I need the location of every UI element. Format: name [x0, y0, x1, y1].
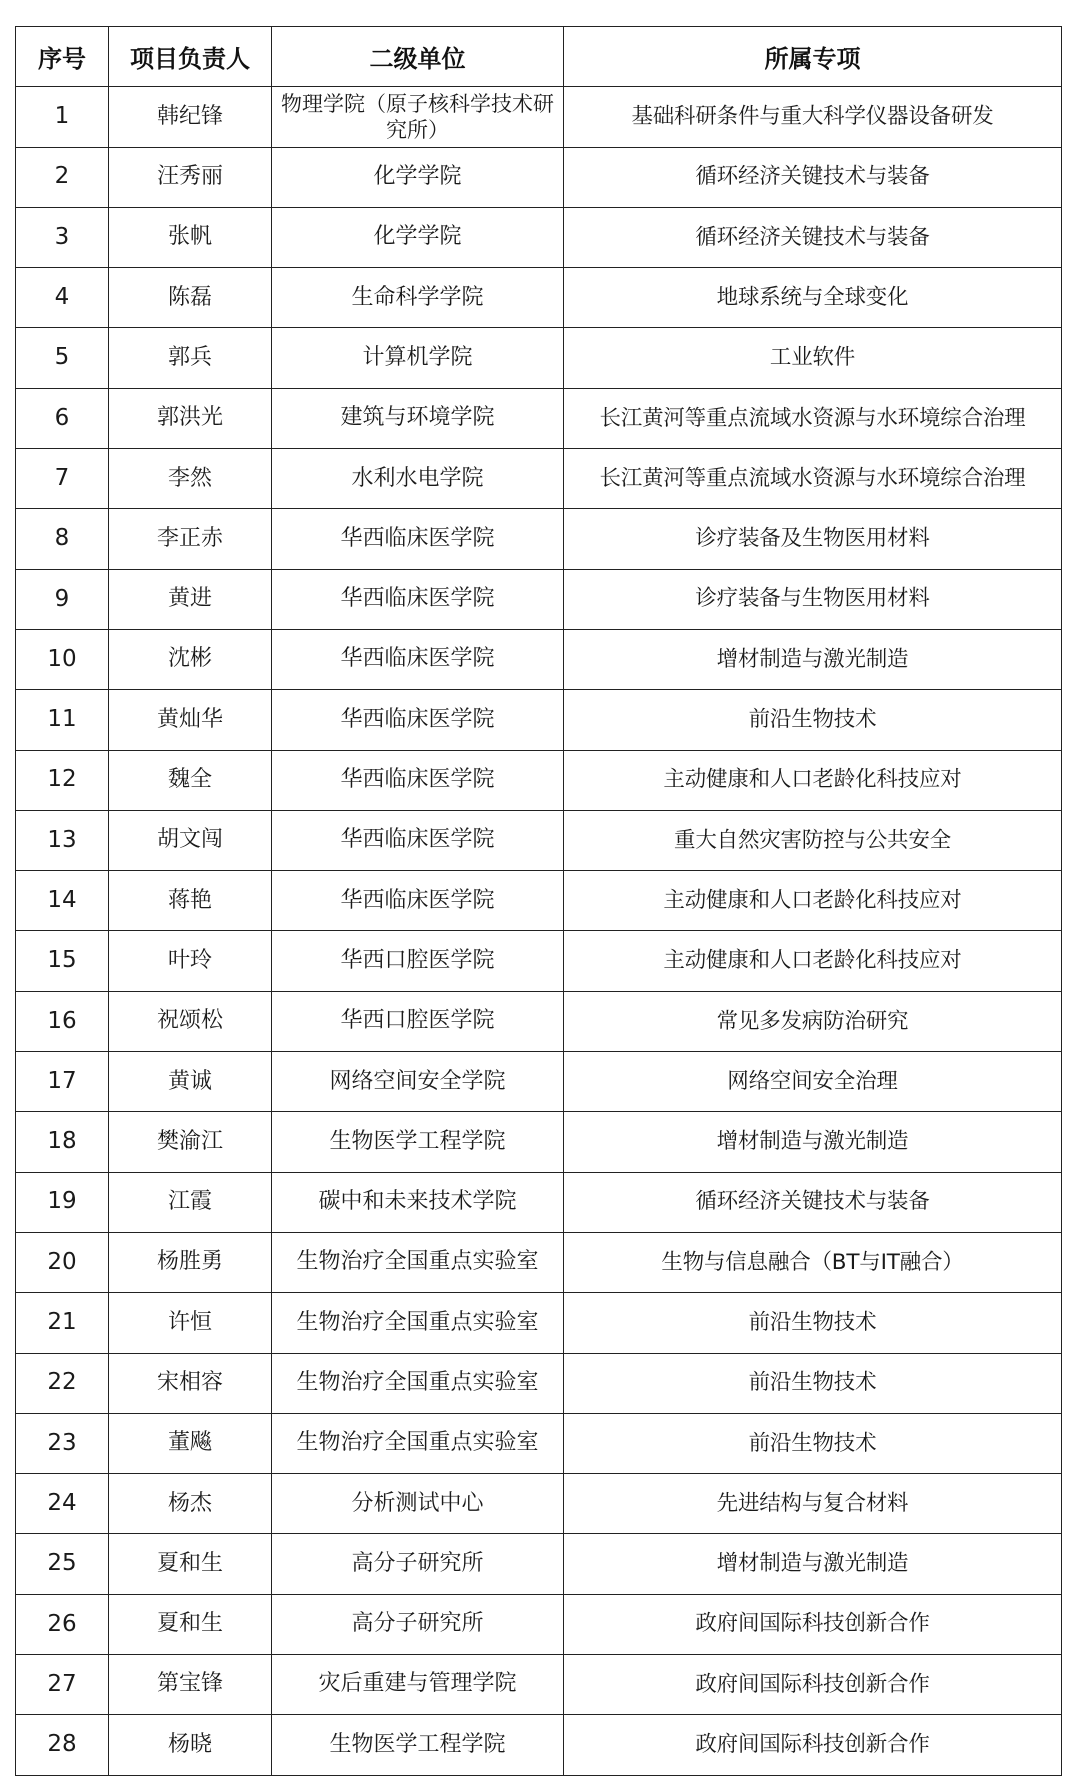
- program-cell: 诊疗装备与生物医用材料: [564, 569, 1062, 629]
- project-leader-cell: 郭兵: [109, 328, 272, 388]
- table-row: [16, 1715, 1062, 1775]
- project-table-container: [15, 26, 1061, 1776]
- row-index-cell: 13: [16, 810, 109, 870]
- table-row: [16, 268, 1062, 328]
- department-cell: 物理学院（原子核科学技术研究所）: [272, 87, 564, 147]
- program-cell: 主动健康和人口老龄化科技应对: [564, 871, 1062, 931]
- department-cell: 生物治疗全国重点实验室: [272, 1413, 564, 1473]
- project-leader-cell: 李正赤: [109, 509, 272, 569]
- row-index-cell: 2: [16, 147, 109, 207]
- row-index-cell: 11: [16, 690, 109, 750]
- row-index-cell: 28: [16, 1715, 109, 1775]
- department-cell: 水利水电学院: [272, 449, 564, 509]
- program-cell: 长江黄河等重点流域水资源与水环境综合治理: [564, 388, 1062, 448]
- table-body: [16, 87, 1062, 1775]
- table-row: [16, 750, 1062, 810]
- row-index-cell: 19: [16, 1172, 109, 1232]
- table-row: [16, 1474, 1062, 1534]
- row-index-cell: 7: [16, 449, 109, 509]
- program-cell: 循环经济关键技术与装备: [564, 147, 1062, 207]
- row-index-cell: 25: [16, 1534, 109, 1594]
- row-index-cell: 26: [16, 1594, 109, 1654]
- row-index-cell: 15: [16, 931, 109, 991]
- header-index: 序号: [16, 27, 109, 87]
- project-leader-cell: 汪秀丽: [109, 147, 272, 207]
- table-row: [16, 1172, 1062, 1232]
- department-cell: 华西临床医学院: [272, 750, 564, 810]
- row-index-cell: 8: [16, 509, 109, 569]
- program-cell: 基础科研条件与重大科学仪器设备研发: [564, 87, 1062, 147]
- row-index-cell: 6: [16, 388, 109, 448]
- project-leader-cell: 杨胜勇: [109, 1232, 272, 1292]
- table-row: [16, 810, 1062, 870]
- table-header-row: [16, 27, 1062, 87]
- row-index-cell: 4: [16, 268, 109, 328]
- row-index-cell: 24: [16, 1474, 109, 1534]
- table-row: [16, 509, 1062, 569]
- department-cell: 分析测试中心: [272, 1474, 564, 1534]
- project-leader-cell: 许恒: [109, 1293, 272, 1353]
- department-cell: 华西临床医学院: [272, 629, 564, 689]
- project-leader-cell: 宋相容: [109, 1353, 272, 1413]
- program-cell: 政府间国际科技创新合作: [564, 1715, 1062, 1775]
- row-index-cell: 1: [16, 87, 109, 147]
- row-index-cell: 22: [16, 1353, 109, 1413]
- program-cell: 常见多发病防治研究: [564, 991, 1062, 1051]
- program-cell: 政府间国际科技创新合作: [564, 1655, 1062, 1715]
- table-row: [16, 1413, 1062, 1473]
- project-leader-cell: 第宝锋: [109, 1655, 272, 1715]
- table-row: [16, 931, 1062, 991]
- project-leader-cell: 江霞: [109, 1172, 272, 1232]
- project-leader-cell: 祝颂松: [109, 991, 272, 1051]
- header-program: 所属专项: [564, 27, 1062, 87]
- project-leader-cell: 黄诚: [109, 1052, 272, 1112]
- department-cell: 华西临床医学院: [272, 509, 564, 569]
- project-leader-cell: 夏和生: [109, 1534, 272, 1594]
- program-cell: 网络空间安全治理: [564, 1052, 1062, 1112]
- program-cell: 主动健康和人口老龄化科技应对: [564, 750, 1062, 810]
- table-row: [16, 388, 1062, 448]
- program-cell: 诊疗装备及生物医用材料: [564, 509, 1062, 569]
- project-leader-cell: 郭洪光: [109, 388, 272, 448]
- department-cell: 生命科学学院: [272, 268, 564, 328]
- project-leader-cell: 夏和生: [109, 1594, 272, 1654]
- department-cell: 灾后重建与管理学院: [272, 1655, 564, 1715]
- row-index-cell: 20: [16, 1232, 109, 1292]
- table-row: [16, 1655, 1062, 1715]
- row-index-cell: 23: [16, 1413, 109, 1473]
- department-cell: 化学学院: [272, 207, 564, 267]
- row-index-cell: 18: [16, 1112, 109, 1172]
- row-index-cell: 9: [16, 569, 109, 629]
- department-cell: 高分子研究所: [272, 1534, 564, 1594]
- department-cell: 华西临床医学院: [272, 810, 564, 870]
- program-cell: 地球系统与全球变化: [564, 268, 1062, 328]
- program-cell: 循环经济关键技术与装备: [564, 1172, 1062, 1232]
- table-row: [16, 1353, 1062, 1413]
- program-cell: 主动健康和人口老龄化科技应对: [564, 931, 1062, 991]
- department-cell: 高分子研究所: [272, 1594, 564, 1654]
- table-row: [16, 871, 1062, 931]
- project-leader-cell: 李然: [109, 449, 272, 509]
- table-row: [16, 629, 1062, 689]
- row-index-cell: 16: [16, 991, 109, 1051]
- program-cell: 重大自然灾害防控与公共安全: [564, 810, 1062, 870]
- table-row: [16, 690, 1062, 750]
- table-row: [16, 328, 1062, 388]
- row-index-cell: 3: [16, 207, 109, 267]
- table-row: [16, 147, 1062, 207]
- project-leader-cell: 魏全: [109, 750, 272, 810]
- table-row: [16, 1232, 1062, 1292]
- row-index-cell: 10: [16, 629, 109, 689]
- row-index-cell: 12: [16, 750, 109, 810]
- department-cell: 生物医学工程学院: [272, 1112, 564, 1172]
- project-leader-cell: 杨杰: [109, 1474, 272, 1534]
- department-cell: 生物治疗全国重点实验室: [272, 1293, 564, 1353]
- program-cell: 前沿生物技术: [564, 1293, 1062, 1353]
- project-leader-cell: 蒋艳: [109, 871, 272, 931]
- program-cell: 前沿生物技术: [564, 1353, 1062, 1413]
- row-index-cell: 5: [16, 328, 109, 388]
- program-cell: 前沿生物技术: [564, 1413, 1062, 1473]
- department-cell: 生物治疗全国重点实验室: [272, 1353, 564, 1413]
- department-cell: 化学学院: [272, 147, 564, 207]
- program-cell: 工业软件: [564, 328, 1062, 388]
- table-row: [16, 1052, 1062, 1112]
- project-leader-cell: 韩纪锋: [109, 87, 272, 147]
- department-cell: 华西临床医学院: [272, 871, 564, 931]
- department-cell: 网络空间安全学院: [272, 1052, 564, 1112]
- table-row: [16, 449, 1062, 509]
- program-cell: 增材制造与激光制造: [564, 629, 1062, 689]
- department-cell: 华西临床医学院: [272, 690, 564, 750]
- row-index-cell: 14: [16, 871, 109, 931]
- row-index-cell: 17: [16, 1052, 109, 1112]
- project-leader-cell: 樊渝江: [109, 1112, 272, 1172]
- table-row: [16, 991, 1062, 1051]
- project-leader-cell: 沈彬: [109, 629, 272, 689]
- department-cell: 华西临床医学院: [272, 569, 564, 629]
- project-leader-cell: 叶玲: [109, 931, 272, 991]
- department-cell: 生物医学工程学院: [272, 1715, 564, 1775]
- header-department: 二级单位: [272, 27, 564, 87]
- project-leader-cell: 董飚: [109, 1413, 272, 1473]
- table-row: [16, 1112, 1062, 1172]
- program-cell: 长江黄河等重点流域水资源与水环境综合治理: [564, 449, 1062, 509]
- row-index-cell: 21: [16, 1293, 109, 1353]
- project-leader-cell: 胡文闯: [109, 810, 272, 870]
- program-cell: 增材制造与激光制造: [564, 1112, 1062, 1172]
- table-row: [16, 1293, 1062, 1353]
- department-cell: 建筑与环境学院: [272, 388, 564, 448]
- project-leader-cell: 张帆: [109, 207, 272, 267]
- project-leader-cell: 杨晓: [109, 1715, 272, 1775]
- program-cell: 政府间国际科技创新合作: [564, 1594, 1062, 1654]
- department-cell: 生物治疗全国重点实验室: [272, 1232, 564, 1292]
- table-row: [16, 569, 1062, 629]
- table-row: [16, 207, 1062, 267]
- project-table: [15, 26, 1062, 1776]
- table-row: [16, 1534, 1062, 1594]
- row-index-cell: 27: [16, 1655, 109, 1715]
- program-cell: 增材制造与激光制造: [564, 1534, 1062, 1594]
- program-cell: 循环经济关键技术与装备: [564, 207, 1062, 267]
- department-cell: 计算机学院: [272, 328, 564, 388]
- department-cell: 碳中和未来技术学院: [272, 1172, 564, 1232]
- department-cell: 华西口腔医学院: [272, 991, 564, 1051]
- project-leader-cell: 黄进: [109, 569, 272, 629]
- table-row: [16, 87, 1062, 147]
- program-cell: 前沿生物技术: [564, 690, 1062, 750]
- program-cell: 生物与信息融合（BT与IT融合）: [564, 1232, 1062, 1292]
- program-cell: 先进结构与复合材料: [564, 1474, 1062, 1534]
- project-leader-cell: 黄灿华: [109, 690, 272, 750]
- department-cell: 华西口腔医学院: [272, 931, 564, 991]
- table-row: [16, 1594, 1062, 1654]
- header-leader: 项目负责人: [109, 27, 272, 87]
- project-leader-cell: 陈磊: [109, 268, 272, 328]
